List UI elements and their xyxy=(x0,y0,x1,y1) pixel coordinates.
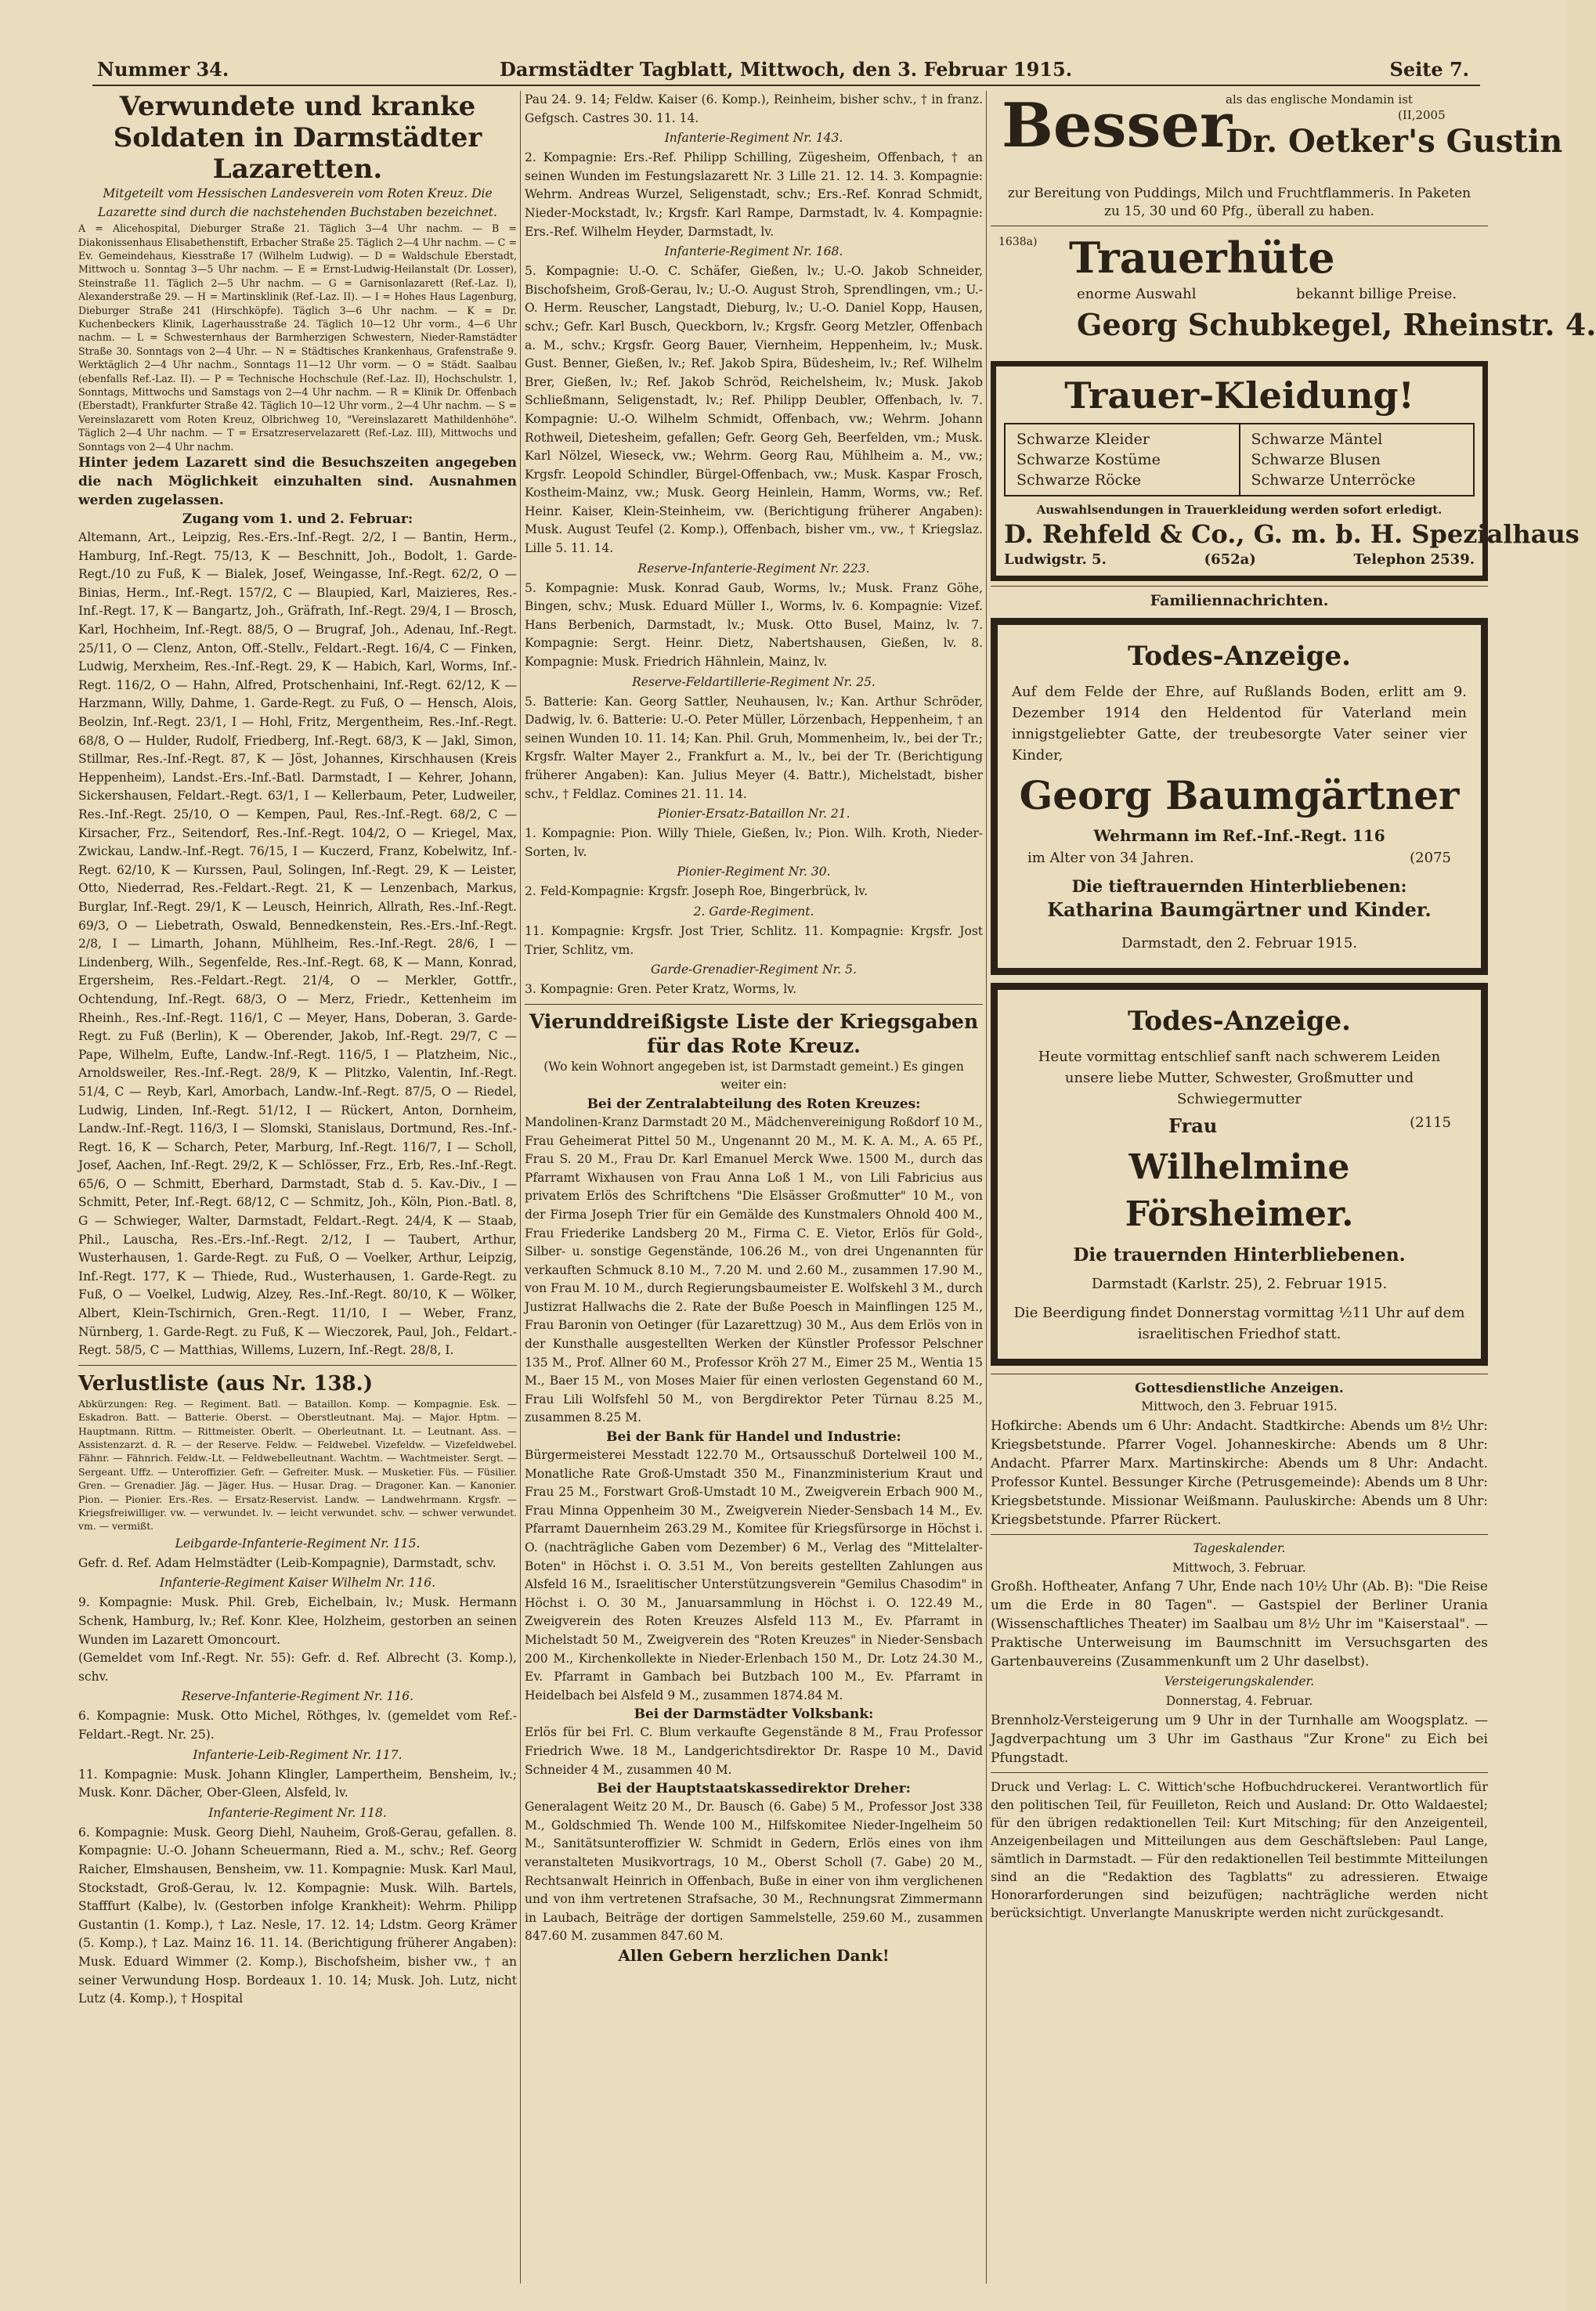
ad-code: (2075 xyxy=(1410,850,1451,866)
section-divider xyxy=(525,1004,983,1005)
regiment-entries: 11. Kompagnie: Musk. Johann Klingler, Lampertheim, Bensheim, lv.; Musk. Konr. Dächer, Ober-Gleen, Alsfeld, lv. xyxy=(78,1767,517,1800)
preise-text: bekannt billige Preise. xyxy=(1296,286,1457,302)
mourners-label: Die trauernden Hinterbliebenen. xyxy=(1073,1244,1406,1266)
regiment-heading: Reserve-Infanterie-Regiment Nr. 223. xyxy=(637,561,870,576)
regiment-entries: Pau 24. 9. 14; Feldw. Kaiser (6. Komp.), Reinheim, bisher schv., † in franz. Gefgsch. Castres 30. 11. 14. xyxy=(525,92,983,125)
masthead-line: Darmstädter Tagblatt, Mittwoch, den 3. Februar 1915. xyxy=(500,58,1073,81)
besser-word: Besser xyxy=(1002,90,1233,161)
donations-heading: Bei der Hauptstaatskassedirektor Dreher: xyxy=(597,1781,911,1797)
kleidung-list xyxy=(1004,423,1475,497)
kleidung-right xyxy=(1240,424,1474,495)
schubkegel-name: Georg Schubkegel, Rheinstr. 4. xyxy=(1077,307,1596,342)
donations-list: Mandolinen-Kranz Darmstadt 20 M., Mädchenvereinigung Roßdorf 10 M., Frau Geheimerat Pittel 50 M., Ungenannt 20 M., M. K. A. M., A. 65 Pf., Frau S. 20 M., Frau Dr. Karl Emanuel Merck Wwe. 1500 M., durch das Pfarramt Wixhausen von Frau Anna Loß 1 M., von Lili Fabricius aus privatem Erlös des Schriftchens "Die Elsässer Großmutter" 10 M., von der Firma Joseph Trier für ein Gemälde des Kunstmalers Ohnold 400 M., Frau Friederike Landsberg 20 M., Firma C. E. Vietor, Erlös für Gold-, Silber- u. sonstige Gegenstände, 106.26 M., von drei Ungenannten für verkauften Schmuck 8.10 M., 7.20 M. und 2.60 M., zusammen 17.90 M., von Frau M. 10 M., durch Regierungsbaumeister E. Wolfskehl 3 M., durch Justizrat Hallwachs die 2. Rate der Buße Poesch in Mainflingen 125 M., Frau Baronin von Oetinger (für Lazarettzug) 30 M., Aus dem Erlös von in der Kunsthalle ausgestellten Werken der Künstler Professor Pelschner 135 M., Prof. Allner 60 M., Professor Kröh 27 M., Eimer 25 M., Wentia 15 M., Baer 15 M., von Moses Maier für einen verlosten Gegenstand 60 M., Frau Lili Wolfsfehl 50 M., von Bergdirektor Peter Türnau 8.25 M., zusammen 8.25 M. xyxy=(525,1114,983,1425)
kleidung-title: Trauer-Kleidung! xyxy=(1064,374,1414,417)
mourners-names: Katharina Baumgärtner und Kinder. xyxy=(1047,898,1432,921)
age-line xyxy=(1027,850,1451,866)
section-divider xyxy=(991,586,1488,587)
lazarette-legend: A = Alicehospital, Dieburger Straße 21. Täglich 3—4 Uhr nachm. — B = Diakonissenhaus Elisabethenstift, Erbacher Straße 25. Täglich 2—4 Uhr nachm. — C = Ev. Gemeindehaus, Kiesstraße 17 (Wilhelm Ludwig). — D = Waldschule Eberstadt, Mittwoch u. Sonntag 3—5 Uhr nachm. — E = Ernst-Ludwig-Heilanstalt (Dr. Losser), Steinstraße 11. Täglich 2—5 Uhr nachm. — G = Garnisonlazarett (Ref.-Laz. I), Alexanderstraße 29. — H = Martinsklinik (Ref.-Laz. II). — I = Hohes Haus Lagenburg, Dieburger Straße 241 (Hirschköpfe). Täglich 3—6 Uhr nachm. — K = Dr. Kuchenbeckers Klinik, Lagerhausstraße 24. Täglich 10—12 Uhr vorm., 4—6 Uhr nachm. — L = Schwesternhaus der Barmherzigen Schwestern, Nieder-Ramstädter Straße 30. Sonntags von 2—4 Uhr. — N = Städtisches Krankenhaus, Grafenstraße 9. Werktäglich 2—4 Uhr nachm., Sonntags 11—12 Uhr vorm. — O = Städt. Saalbau (ebenfalls Ref.-Laz. II). — P = Technische Hochschule (Ref.-Laz. II), Hochschulstr. 1, Sonntags, Mittwochs und Samstags von 2—4 Uhr nachm. — R = Klinik Dr. Offenbach (Eberstadt), Frankfurter Straße 42. Täglich 10—12 Uhr vorm., 2—4 Uhr nachm. — S = Vereinslazarett vom Roten Kreuz, Olbrichweg 10, "Vereinslazarett Mathildenhöhe". Täglich 2—4 Uhr nachm. — T = Ersatzreservelazarett (Ref.-Laz. III), Mittwochs und Sonntags von 2—4 Uhr nachm. xyxy=(78,222,517,453)
column-3 xyxy=(991,90,1596,2284)
regiment-heading: Reserve-Infanterie-Regiment Nr. 116. xyxy=(181,1689,414,1704)
rehfeld-contact xyxy=(1004,551,1475,568)
regiment-entries: 6. Kompagnie: Musk. Georg Diehl, Nauheim, Groß-Gerau, gefallen. 8. Kompagnie: U.-O. Johann Scheuermann, Ried a. M., schv.; Ref. Georg Raicher, Elmshausen, Bensheim, vw. 11. Kompagnie: Musk. Karl Maul, Stockstadt, Groß-Gerau, lv. 12. Kompagnie: Musk. Wilh. Bartels, Stafffurt (Kalbe), lv. (Gestorben infolge Krankheit): Wehrm. Philipp Gustantin (1. Komp.), † Laz. Nesle, 17. 12. 14; Ldstm. Georg Krämer (5. Komp.), † Laz. Mainz 16. 11. 14. (Berichtigung früherer Angaben): Musk. Eduard Wimmer (2. Komp.), Bischofsheim, bisher vw., † an seiner Verwundung Hosp. Bordeaux 1. 10. 14; Musk. Joh. Lutz, nicht Lutz (4. Komp.), † Hospital xyxy=(78,1825,517,2006)
section-divider xyxy=(991,1534,1488,1535)
regiment-heading: Pionier-Regiment Nr. 30. xyxy=(677,865,831,879)
column-2 xyxy=(525,91,983,2284)
ad-code: 1638a) xyxy=(998,236,1038,248)
regiment-entries: 3. Kompagnie: Gren. Peter Kratz, Worms, lv. xyxy=(525,982,797,997)
burial-note: Die Beerdigung findet Donnerstag vormittag ½11 Uhr auf dem israelitischen Friedhof statt. xyxy=(1013,1305,1465,1342)
gustin-brand: Dr. Oetker's Gustin xyxy=(1226,123,1563,160)
regiment-entries: 2. Feld-Kompagnie: Krgsfr. Joseph Roe, Bingerbrück, lv. xyxy=(525,884,868,899)
versteigerung-text: Brennholz-Versteigerung um 9 Uhr in der Turnhalle am Woogsplatz. — Jagdverpachtung um 3 Uhr im Gasthaus "Zur Krone" zu Eich bei Pfungstadt. xyxy=(991,1712,1488,1766)
rehfeld-name: D. Rehfeld & Co., G. m. b. H. Spezialhaus xyxy=(1004,519,1580,549)
regiment-heading: Leibgarde-Infanterie-Regiment Nr. 115. xyxy=(175,1536,421,1551)
tageskalender-date: Mittwoch, 3. Februar. xyxy=(1172,1560,1306,1575)
regiment-heading: 2. Garde-Regiment. xyxy=(693,904,814,919)
page-number: Seite 7. xyxy=(1389,58,1469,81)
regiment-entries: (Gemeldet vom Inf.-Regt. Nr. 55): Gefr. d. Ref. Albrecht (3. Komp.), schv. xyxy=(78,1651,517,1684)
gottesdienst-list: Hofkirche: Abends um 6 Uhr: Andacht. Stadtkirche: Abends um 8½ Uhr: Kriegsbetstunde. Pfarrer Vogel. Johanneskirche: Abends um 8 Uhr: Andacht. Pfarrer Marx. Martinskirche: Abends um 8 Uhr: Andacht. Professor Kuntel. Bessunger Kirche (Petrusgemeinde): Abends um 8 Uhr: Kriegsbetstunde. Missionar Weißmann. Pauluskirche: Abends um 8 Uhr: Kriegsbetstunde. Pfarrer Rückert. xyxy=(991,1417,1488,1528)
article-title-lazarette: Verwundete und kranke Soldaten in Darmstädter Lazaretten. xyxy=(113,91,482,185)
frau-line xyxy=(1012,1114,1467,1138)
death-title: Todes-Anzeige. xyxy=(1128,1006,1351,1037)
auswahl-text: enorme Auswahl xyxy=(1077,286,1197,302)
trauer-kleidung-ad xyxy=(991,361,1580,581)
trauerhuete-title: Trauerhüte xyxy=(1069,233,1335,283)
regiment-heading: Pionier-Ersatz-Bataillon Nr. 21. xyxy=(657,807,850,821)
regiment-entries: 5. Kompagnie: U.-O. C. Schäfer, Gießen, lv.; U.-O. Jakob Schneider, Bischofsheim, Groß-Gerau, lv.; U.-O. August Stroh, Sprendlingen, vm.; U.-O. Herm. Reuscher, Langstadt, Dieburg, lv.; U.-O. Daniel Kopp, Hausen, schv.; Gefr. Karl Busch, Queckborn, lv.; Krgsfr. Georg Metzler, Offenbach a. M., schv.; Krgsfr. Georg Bauer, Viernheim, Heppenheim, lv.; Musk. Gust. Benner, Gießen, lv.; Ref. Jakob Spira, Büdesheim, lv.; Ref. Wilhelm Brer, Gießen, lv.; Ref. Jakob Schröd, Reichelsheim, lv.; Musk. Jakob Schließmann, Seligenstadt, lv.; Ref. Philipp Deubler, Offenbach, lv. 7. Kompagnie: U.-O. Wilhelm Schmidt, Offenbach, vw.; Wehrm. Johann Rothweil, Dietesheim, gefallen; Gefr. Georg Geh, Beerfelden, vm.; Musk. Karl Nölzel, Wieseck, vw.; Wehrm. Georg Rau, Mühlheim a. M., vw.; Krgsfr. Leopold Schindler, Bürgel-Offenbach, vw.; Musk. Kaspar Frosch, Kostheim-Mainz, vw.; Musk. Georg Heinlein, Hamm, Worms, vw.; Ref. Heinr. Kaiser, Klein-Steinheim, vw. (Berichtigung früherer Angaben): Musk. August Teufel (2. Komp.), Offenbach, bisher vm., vw., † Kriegslaz. Lille 5. 11. 14. xyxy=(525,264,983,556)
auswahlsendung-line: Auswahlsendungen in Trauerkleidung werden sofort erledigt. xyxy=(1036,503,1443,517)
regiment-entries: 6. Kompagnie: Musk. Otto Michel, Röthges, lv. (gemeldet vom Ref.-Feldart.-Regt. Nr. 25). xyxy=(78,1709,517,1742)
regiment-heading: Reserve-Feldartillerie-Regiment Nr. 25. xyxy=(632,674,876,689)
column-rule-2 xyxy=(986,91,987,2284)
versteigerung-date: Donnerstag, 4. Februar. xyxy=(1165,1694,1313,1709)
lazarette-intro: Mitgeteilt vom Hessischen Landesverein vom Roten Kreuz. Die Lazarette sind durch die nachstehenden Buchstaben bezeichnet. xyxy=(98,186,497,219)
item: Schwarze Mäntel xyxy=(1251,431,1383,448)
frau-label: Frau xyxy=(1168,1114,1218,1137)
kriegsgaben-title: Vierunddreißigste Liste der Kriegsgaben für das Rote Kreuz. xyxy=(529,1009,979,1057)
deceased-name: Georg Baumgärtner xyxy=(1019,772,1460,818)
familien-heading: Familiennachrichten. xyxy=(1150,592,1329,609)
rehfeld-phone: Telephon 2539. xyxy=(1353,551,1475,568)
death-title: Todes-Anzeige. xyxy=(1128,641,1351,672)
trauerhuete-ad xyxy=(991,231,1596,356)
item: Schwarze Röcke xyxy=(1016,471,1142,489)
deceased-age: im Alter von 34 Jahren. xyxy=(1027,850,1194,866)
regiment-entries: 9. Kompagnie: Musk. Phil. Greb, Eichelbain, lv.; Musk. Hermann Schenk, Hamburg, lv.; Ref. Konr. Klee, Holzheim, gestorben an seinen Wunden im Lazarett Omoncourt. xyxy=(78,1595,517,1647)
regiment-entries: 5. Kompagnie: Musk. Konrad Gaub, Worms, lv.; Musk. Franz Göhe, Bingen, schv.; Musk. Eduard Müller I., Worms, lv. 6. Kompagnie: Vizef. Hans Berbenich, Darmstadt, lv.; Musk. Otto Busel, Mainz, lv. 7. Kompagnie: Sergt. Heinr. Dietz, Nabertshausen, Gießen, lv. 8. Kompagnie: Musk. Friedrich Hähnlein, Mainz, lv. xyxy=(525,580,983,670)
item: Schwarze Kostüme xyxy=(1016,451,1161,468)
regiment-entries: 5. Batterie: Kan. Georg Sattler, Neuhausen, lv.; Kan. Arthur Schröder, Dadwig, lv. 6. Batterie: U.-O. Peter Müller, Lörzenbach, Heppenheim, † an seinen Wunden 10. 11. 14; Kan. Phil. Gruh, Mommenheim, lv., bei der Tr.; Krgsfr. Walter Mayer 2., Frankfurt a. M., lv., bei der Tr. (Berichtigung früherer Angaben): Kan. Julius Meyer (4. Battr.), Michelstadt, bisher schv., † Feldlaz. Comines 21. 11. 14. xyxy=(525,694,983,801)
regiment-entries: 1. Kompagnie: Pion. Willy Thiele, Gießen, lv.; Pion. Wilh. Kroth, Nieder-Sorten, lv. xyxy=(525,826,983,859)
regiment-entries: Gefr. d. Ref. Adam Helmstädter (Leib-Kompagnie), Darmstadt, schv. xyxy=(78,1555,496,1570)
ad-code: (652a) xyxy=(1204,551,1256,568)
ad-code: (2115 xyxy=(1410,1114,1451,1131)
regiment-heading: Garde-Grenadier-Regiment Nr. 5. xyxy=(651,962,857,977)
regiment-heading: Infanterie-Regiment Kaiser Wilhelm Nr. 116. xyxy=(159,1576,436,1591)
kleidung-left xyxy=(1006,424,1240,495)
gustin-text: zur Bereitung von Puddings, Milch und Fruchtflammeris. In Paketen zu 15, 30 und 60 Pfg., überall zu haben. xyxy=(1007,186,1471,219)
donations-list: Bürgermeisterei Messtadt 122.70 M., Ortsausschuß Dortelweil 100 M., Monatliche Rate Groß-Umstadt 350 M., Finanzministerium Kraut und Frau 25 M., Forstwart Groß-Umstadt 10 M., Zweigverein Erbach 900 M., Frau Minna Oppenheim 30 M., Zweigverein Nieder-Sensbach 14 M., Ev. Pfarramt Dauernheim 263.29 M., Komitee für Kriegsfürsorge in Höchst i. O. (nachträgliche Gaben vom Dezember) 6 M., Verlag des "Mittelalter-Boten" in Höchst i. O. 3.51 M., Von bereits gestellten Zahlungen aus Alsfeld 16 M., Israelitischer Unterstützungsverein "Gemilus Chasodim" in Höchst i. O. 30 M., Januarsammlung in Höchst i. O. 122.49 M., Zweigverein des Roten Kreuzes Alsfeld 113 M., Ev. Pfarramt in Michelstadt 50 M., Zweigverein des "Roten Kreuzes" in Nieder-Sensbach 200 M., Kirchenkollekte in Nieder-Erlenbach 150 M., Dr. Lotz 24.30 M., Ev. Pfarramt in Gambach bei Butzbach 100 M., Ev. Pfarramt in Heidelbach bei Alsfeld 9 M., zusammen 1874.84 M. xyxy=(525,1448,983,1703)
regiment-heading: Infanterie-Regiment Nr. 118. xyxy=(208,1805,387,1820)
item: Schwarze Blusen xyxy=(1251,451,1381,468)
versteigerung-title: Versteigerungskalender. xyxy=(1164,1674,1315,1689)
oetker-ad xyxy=(991,90,1563,185)
death-notice-foersheimer xyxy=(991,983,1488,1366)
tageskalender-text: Großh. Hoftheater, Anfang 7 Uhr, Ende nach 10½ Uhr (Ab. B): "Die Reise um die Erde in 80 Tagen". — Gastspiel der Berliner Urania (Wissenschaftliches Theater) im Saalbau um 8½ Uhr im "Kaiserstaal". — Praktische Unterweisung im Baumschnitt im Versuchsgarten des Gartenbauvereins (Zusammenkunft um 2 Uhr daselbst). xyxy=(991,1579,1488,1670)
column-rule-1 xyxy=(520,91,521,2284)
header-rule xyxy=(92,85,1480,86)
mourners-label: Die tieftrauernden Hinterbliebenen: xyxy=(1071,876,1407,896)
zugang-heading: Zugang vom 1. und 2. Februar: xyxy=(182,511,413,528)
ad-code: (II,2005 xyxy=(1398,108,1446,122)
donations-list: Erlös für bei Frl. C. Blum verkaufte Gegenstände 8 M., Frau Professor Friedrich Wwe. 18 M., Landgerichtsdirektor Dr. Raspe 10 M., David Schneider 4 M., zusammen 40 M. xyxy=(525,1725,983,1777)
column-1 xyxy=(78,91,517,2284)
place-date: Darmstadt, den 2. Februar 1915. xyxy=(1121,935,1358,951)
death-notice-baumgaertner xyxy=(991,618,1488,975)
donations-heading: Bei der Darmstädter Volksbank: xyxy=(634,1706,874,1723)
zugang-list: Altemann, Art., Leipzig, Res.-Ers.-Inf.-Regt. 2/2, I — Bantin, Herm., Hamburg, Inf.-Regt. 75/13, K — Beschnitt, Joh., Bodolt, 1. Garde-Regt./10 zu Fuß, K — Bialek, Josef, Weingasse, Inf.-Regt. 62/2, O — Binias, Herm., Inf.-Regt. 157/2, C — Blaupied, Karl, Maizieres, Res.-Inf.-Regt. 17, K — Bangartz, Joh., Gräfrath, Inf.-Regt. 29/4, I — Brosch, Karl, Hochheim, Inf.-Regt. 88/5, O — Brugraf, Joh., Adenau, Inf.-Regt. 25/11, O — Clenz, Anton, Off.-Stellv., Feldart.-Regt. 16/4, C — Finken, Ludwig, Merxheim, Res.-Inf.-Regt. 29, K — Habich, Karl, Worms, Inf.-Regt. 116/2, O — Hahn, Alfred, Protschenhaini, Inf.-Regt. 62/12, K — Harzmann, Willy, Dahme, 1. Garde-Regt. zu Fuß, O — Hensch, Alois, Beolzin, Inf.-Regt. 23/1, I — Hohl, Fritz, Mergentheim, Res.-Inf.-Regt. 68/8, O — Hulder, Rudolf, Friedberg, Inf.-Regt. 68/3, K — Jakl, Simon, Stillmar, Res.-Inf.-Regt. 87, K — Jöst, Johannes, Kirschhausen (Kreis Heppenheim), Landst.-Ers.-Inf.-Batl. Darmstadt, I — Kehrer, Johann, Sickershausen, Feldart.-Regt. 63/1, I — Kellerbaum, Peter, Ludweiler, Res.-Inf.-Regt. 25/10, O — Kempen, Paul, Res.-Inf.-Regt. 68/2, C — Kirsacher, Frz., Seitendorf, Res.-Inf.-Regt. 104/2, O — Kriegel, Max, Zwickau, Landw.-Inf.-Regt. 76/15, I — Kuczerd, Franz, Kobelwitz, Inf.-Regt. 62/10, K — Kurssen, Paul, Solingen, Inf.-Regt. 29, K — Leister, Otto, Niederrad, Res.-Feldart.-Regt. 21, K — Lenzenbach, Markus, Burglar, Inf.-Regt. 29/1, K — Leusch, Heinrich, Allrath, Res.-Inf.-Regt. 69/3, O — Liebetrath, Oswald, Bennedkenstein, Res.-Ers.-Inf.-Regt. 2/8, I — Limarth, Johann, Mühlheim, Res.-Inf.-Regt. 28/6, I — Lindenberg, Wilh., Segenfelde, Res.-Inf.-Regt. 68, K — Mann, Konrad, Ergersheim, Res.-Feldart.-Regt. 21/4, O — Merkler, Gottfr., Ochtendung, Inf.-Regt. 68/3, O — Merz, Friedr., Kettenheim im Rheinh., Res.-Inf.-Regt. 116/1, C — Meyer, Hans, Doberan, 3. Garde-Regt. zu Fuß (Berlin), K — Oberender, Jakob, Inf.-Regt. 29/7, C — Pape, Wilhelm, Eufte, Landw.-Inf.-Regt. 116/5, I — Platzheim, Nic., Arnoldsweiler, Res.-Inf.-Regt. 28/9, K — Plitzko, Valentin, Inf.-Regt. 51/4, C — Reyb, Karl, Amorbach, Landw.-Inf.-Regt. 87/5, O — Riedel, Ludwig, Linden, Inf.-Regt. 51/12, I — Rückert, Anton, Dornheim, Landw.-Inf.-Regt. 116/3, I — Slomski, Stanislaus, Dortmund, Res.-Inf.-Regt. 16, K — Scharch, Peter, Marburg, Inf.-Regt. 116/7, I — Scholl, Josef, Aachen, Inf.-Regt. 29/2, K — Schlösser, Frz., Erb, Res.-Inf.-Regt. 65/6, O — Schmitt, Eberhard, Darmstadt, Stab d. 5. Kav.-Div., I — Schmitt, Peter, Inf.-Regt. 68/12, C — Schmitz, Joh., Köln, Pion.-Batl. 8, G — Schwieger, Walter, Darmstadt, Feldart.-Regt. 24/4, K — Staab, Phil., Lauscha, Res.-Ers.-Inf.-Regt. 2/12, I — Taubert, Arthur, Wusterhausen, 1. Garde-Regt. zu Fuß, O — Voelker, Arthur, Leipzig, Inf.-Regt. 177, K — Thiede, Rud., Wusterhausen, 1. Garde-Regt. zu Fuß, O — Voelkel, Ludwig, Alzey, Res.-Inf.-Regt. 80/10, K — Wölker, Albert, Klein-Tschirnich, Gren.-Regt. 11/10, I — Weber, Franz, Nürnberg, 1. Garde-Regt. zu Fuß, K — Wieczorek, Paul, Joh., Feldart.-Regt. 58/5, C — Matthias, Willems, Luzern, Inf.-Regt. 28/8, I. xyxy=(78,530,517,1358)
regiment-entries: 2. Kompagnie: Ers.-Ref. Philipp Schilling, Zügesheim, Offenbach, † an seinen Wunden im Festungslazarett Nr. 3 Lille 21. 12. 14. 3. Kompagnie: Wehrm. Andreas Wurzel, Seligenstadt, schv.; Ers.-Ref. Konrad Schmidt, Nieder-Mockstadt, lv.; Krgsfr. Karl Rampe, Darmstadt, lv. 4. Kompagnie: Ers.-Ref. Wilhelm Heyder, Darmstadt, lv. xyxy=(525,150,983,239)
death-text: Heute vormittag entschlief sanft nach schwerem Leiden unsere liebe Mutter, Schwester, Großmutter und Schwiegermutter xyxy=(1038,1049,1441,1107)
page-header xyxy=(92,58,1480,80)
gottesdienst-title: Gottesdienstliche Anzeigen. xyxy=(1135,1381,1344,1396)
death-text: Auf dem Felde der Ehre, auf Rußlands Boden, erlitt am 9. Dezember 1914 den Heldentod für Vaterland mein innigstgeliebter Gatte, der treubesorgte Vater seiner vier Kinder, xyxy=(1012,684,1467,764)
deceased-name: Wilhelmine Försheimer. xyxy=(1125,1147,1354,1234)
section-divider xyxy=(78,1365,517,1366)
place-date: Darmstadt (Karlstr. 25), 2. Februar 1915. xyxy=(1091,1276,1388,1292)
donations-heading: Bei der Bank für Handel und Industrie: xyxy=(606,1429,901,1446)
gottesdienst-date: Mittwoch, den 3. Februar 1915. xyxy=(1141,1399,1338,1414)
item: Schwarze Unterröcke xyxy=(1251,471,1416,489)
visiting-note: Hinter jedem Lazarett sind die Besuchszeiten angegeben die nach Möglichkeit einzuhalten sind. Ausnahmen werden zugelassen. xyxy=(78,455,517,509)
verlustliste-title: Verlustliste (aus Nr. 138.) xyxy=(78,1371,373,1396)
regiment-heading: Infanterie-Regiment Nr. 143. xyxy=(664,131,843,146)
thanks-line: Allen Gebern herzlichen Dank! xyxy=(618,1945,890,1965)
donations-list: Generalagent Weitz 20 M., Dr. Bausch (6. Gabe) 5 M., Professor Jost 338 M., Goldschmied Th. Wende 100 M., Hilfskomitee Nieder-Ingelheim 50 M., Sanitätsunteroffizier W. Schmidt in Gedern, Erlös eines von ihm veranstalteten Musikvortrags, 10 M., Oberst Scholl (7. Gabe) 20 M., Rechtsanwalt Heinrich in Offenbach, Buße in einer von ihm verglichenen und von ihm vertretenen Strafsache, 30 M., Rechnungsrat Zimmermann in Laubach, Beiträge der dortigen Sammelstelle, 259.60 M., zusammen 847.60 M. zusammen 847.60 M. xyxy=(525,1800,983,1944)
besser-small: als das englische Mondamin ist xyxy=(1226,92,1413,107)
kriegsgaben-note: (Wo kein Wohnort angegeben ist, ist Darmstadt gemeint.) Es gingen weiter ein: xyxy=(543,1059,964,1092)
rehfeld-address: Ludwigstr. 5. xyxy=(1004,551,1107,568)
issue-number: Nummer 34. xyxy=(97,58,229,81)
imprint: Druck und Verlag: L. C. Wittich'sche Hofbuchdruckerei. Verantwortlich für den politischen Teil, für Feuilleton, Reich und Ausland: Dr. Otto Waldaestel; für den übrigen redaktionellen Teil: Kurt Mitsching; für den Anzeigenteil, Anzeigenbeilagen und Mitteilungen aus dem Geschäftsleben: Paul Lange, sämtlich in Darmstadt. — Für den redaktionellen Teil bestimmte Mitteilungen sind an die "Redaktion des Tagblatts" zu adressieren. Etwaige Honorarforderungen sind beizufügen; nachträgliche werden nicht berücksichtigt. Unverlangte Manuskripte werden nicht zurückgesandt. xyxy=(991,1778,1488,1920)
tageskalender-title: Tageskalender. xyxy=(1193,1540,1286,1555)
deceased-rank: Wehrmann im Ref.-Inf.-Regt. 116 xyxy=(1093,826,1385,845)
item: Schwarze Kleider xyxy=(1016,431,1150,448)
donations-heading: Bei der Zentralabteilung des Roten Kreuzes: xyxy=(587,1096,921,1112)
section-divider xyxy=(991,1772,1488,1773)
regiment-heading: Infanterie-Regiment Nr. 168. xyxy=(664,244,843,259)
regiment-entries: 11. Kompagnie: Krgsfr. Jost Trier, Schlitz. 11. Kompagnie: Krgsfr. Jost Trier, Schlitz, vm. xyxy=(525,923,983,957)
abbreviations: Abkürzungen: Reg. — Regiment. Batl. — Bataillon. Komp. — Kompagnie. Esk. — Eskadron. Batt. — Batterie. Oberst. — Oberstleutnant. Maj. — Major. Hptm. — Hauptmann. Rittm. — Rittmeister. Oberlt. — Oberleutnant. Lt. — Leutnant. Ass. — Assistenzarzt. d. R. — der Reserve. Feldw. — Feldwebel. Vizefeldw. — Vizefeldwebel. Fähnr. — Fähnrich. Feldw.-Lt. — Feldwebelleutnant. Wachtm. — Wachtmeister. Sergt. — Sergeant. Uffz. — Unteroffizier. Gefr. — Gefreiter. Musk. — Musketier. Füs. — Füsilier. Gren. — Grenadier. Jäg. — Jäger. Hus. — Husar. Drag. — Dragoner. Kan. — Kanonier. Pion. — Pionier. Ers.-Res. — Ersatz-Reservist. Landw. — Landwehrmann. Krgsfr. — Kriegsfreiwilliger. vw. — verwundet. lv. — leicht verwundet. schv. — schwer verwundet. vm. — vermißt. xyxy=(78,1397,517,1533)
regiment-heading: Infanterie-Leib-Regiment Nr. 117. xyxy=(193,1747,403,1762)
